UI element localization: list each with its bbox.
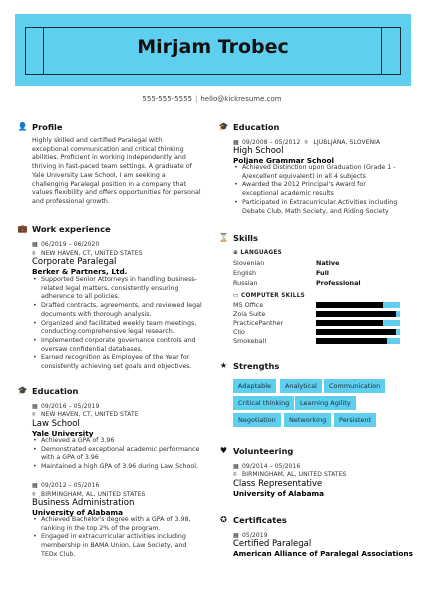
work-location: ⌾ NEW HAVEN, CT, UNITED STATES xyxy=(32,250,143,257)
skill-bar xyxy=(316,338,400,344)
calendar-icon: ▦ xyxy=(32,241,38,248)
monitor-icon: ▭ xyxy=(233,293,239,299)
calendar-icon: ▦ xyxy=(233,139,239,146)
edu3-bullets xyxy=(233,164,413,216)
header-bottom-rule xyxy=(25,74,401,75)
list-item: • Drafted contracts, agreements, and reviewed legal documents with thorough analysis. xyxy=(32,302,216,319)
language-names: Slovenian English Russian xyxy=(233,259,265,287)
strength-tag: Critical thinking xyxy=(233,396,294,410)
calendar-icon: ▦ xyxy=(233,532,239,539)
list-item: • Participated in Extracurricular Activities including Debate Club, Math Society, and Riding Society xyxy=(233,199,413,216)
email: hello@kickresume.com xyxy=(200,95,282,103)
contact-line: 555-555-5555 | hello@kickresume.com xyxy=(142,95,282,103)
list-item: • Awarded the 2012 Principal's Award for exceptional academic results xyxy=(233,181,413,198)
strength-tag: Communication xyxy=(324,379,385,393)
edu2-degree: Business Administration xyxy=(32,498,135,508)
location-pin-icon: ⌾ xyxy=(32,491,36,498)
certificate-issuer: American Alliance of Paralegal Associations xyxy=(233,549,413,558)
location-pin-icon: ⌾ xyxy=(233,471,237,478)
list-item: • Achieved Distinction upon Graduation (Grade 1 - A/excellent equivalent) in all 4 subjects xyxy=(233,164,413,181)
work-job-title: Corporate Paralegal xyxy=(32,257,117,267)
strengths-heading: ★ Strengths xyxy=(219,361,280,371)
strength-tag: Learning Agility xyxy=(295,396,356,410)
location-pin-icon: ⌾ xyxy=(32,411,36,418)
skill-bar xyxy=(316,329,400,335)
strength-tag: Persistent xyxy=(334,413,376,427)
strength-tag: Adaptable xyxy=(233,379,276,393)
work-dates: ▦ 06/2019 – 06/2020 xyxy=(32,241,100,248)
calendar-icon: ▦ xyxy=(233,463,239,470)
location-pin-icon: ⌾ xyxy=(32,250,36,257)
graduation-cap-icon: 🎓 xyxy=(17,386,28,395)
work-heading: 💼 Work experience xyxy=(17,224,111,234)
education-left-heading: 🎓 Education xyxy=(17,386,79,396)
edu1-school: Yale University xyxy=(32,429,94,438)
list-item: • Demonstrated exceptional academic performance with a GPA of 3.96 xyxy=(32,446,216,463)
volunteering-dates: ▦ 09/2014 – 05/2016 xyxy=(233,463,301,470)
languages-subheading: ⊕ LANGUAGES xyxy=(233,250,283,256)
person-icon: 👤 xyxy=(17,122,28,131)
language-levels: Native Full Professional xyxy=(316,259,361,287)
skills-heading: ⌛ Skills xyxy=(218,233,258,243)
edu3-school: Poljane Grammar School xyxy=(233,156,335,165)
list-item: • Organized and facilitated weekly team meetings, conducting comprehensive legal research. xyxy=(32,320,216,337)
list-item: • Implemented corporate governance controls and oversaw confidential databases. xyxy=(32,337,216,354)
edu2-school: University of Alabama xyxy=(32,508,124,517)
calendar-icon: ▦ xyxy=(32,482,38,489)
candidate-name: Mirjam Trobec xyxy=(137,36,289,58)
phone: 555-555-5555 xyxy=(142,95,192,103)
certificates-heading: ✪ Certificates xyxy=(233,515,287,525)
computer-skill-names: MS Office Zola Suite PracticePanther Clio Smokeball xyxy=(233,301,284,345)
profile-heading: 👤 Profile xyxy=(17,122,63,132)
calendar-icon: ▦ xyxy=(32,403,38,410)
skill-bar xyxy=(316,302,400,308)
work-company: Berker & Partners, Ltd. xyxy=(32,267,128,276)
edu3-dates-location: ▦ 09/2008 – 05/2012 ⌾ LJUBLJANA, SLOVENIA xyxy=(233,139,381,146)
briefcase-icon: 💼 xyxy=(17,224,28,233)
volunteering-location: ⌾ BIRMINGHAM, AL, UNITED STATES xyxy=(233,471,347,478)
education-right-heading: 🎓 Education xyxy=(218,122,280,132)
heart-icon: ♥ xyxy=(219,446,228,455)
graduation-cap-icon: 🎓 xyxy=(218,122,229,131)
list-item: • Earned recognition as Employee of the Year for consistently achieving set goals and objectives. xyxy=(32,354,216,371)
certificate-name: Certified Paralegal xyxy=(233,539,312,549)
edu2-dates: ▦ 09/2012 – 05/2016 xyxy=(32,482,100,489)
work-bullets xyxy=(32,276,216,372)
list-item: • Engaged in extracurricular activities including membership in BAMA Union, Law Society, and TEDx Club. xyxy=(32,533,216,559)
strength-tag: Negotiation xyxy=(233,413,281,427)
certificate-date: ▦ 05/2019 xyxy=(233,532,268,539)
list-item: • Achieved a GPA of 3.96 xyxy=(32,437,216,446)
header-top-rule xyxy=(25,27,401,28)
volunteering-org: University of Alabama xyxy=(233,489,325,498)
hourglass-icon: ⌛ xyxy=(218,233,229,242)
volunteering-heading: ♥ Volunteering xyxy=(219,446,294,456)
computer-skills-subheading: ▭ COMPUTER SKILLS xyxy=(233,293,306,299)
list-item: • Maintained a high GPA of 3.96 during Law School. xyxy=(32,463,216,472)
volunteering-role: Class Representative xyxy=(233,479,323,489)
strength-tag: Networking xyxy=(284,413,331,427)
edu1-bullets xyxy=(32,437,216,472)
profile-text: Highly skilled and certified Paralegal with exceptional communication and critical thinking abilities. Proficient in working independently and thriving in fast-paced team settings. A graduate of Yale University Law School, I am seeking a challenging Paralegal position in a company that values flexibility and offers opportunities for personal and professional growth. xyxy=(32,137,201,205)
star-icon: ★ xyxy=(219,361,228,370)
list-item: • Supported Senior Attorneys in handling business- related legal matters, consistently ensuring adherence to all policies. xyxy=(32,276,216,302)
edu1-dates: ▦ 09/2016 – 05/2019 xyxy=(32,403,100,410)
edu2-bullets xyxy=(32,516,216,560)
award-icon: ✪ xyxy=(220,515,227,524)
edu1-location: ⌾ NEW HAVEN, CT, UNITED STATE xyxy=(32,411,139,418)
skill-bar xyxy=(316,320,400,326)
skill-bar xyxy=(316,311,400,317)
edu1-degree: Law School xyxy=(32,419,80,429)
location-pin-icon: ⌾ xyxy=(304,139,309,146)
edu2-location: ⌾ BIRMINGHAM, AL, UNITED STATES xyxy=(32,491,146,498)
globe-icon: ⊕ xyxy=(233,250,239,256)
edu3-degree: High School xyxy=(233,146,284,156)
strength-tag: Analytical xyxy=(280,379,322,393)
list-item: • Achieved Bachelor's degree with a GPA of 3.98, ranking in the top 2% of the program. xyxy=(32,516,216,533)
header-banner xyxy=(15,14,411,86)
